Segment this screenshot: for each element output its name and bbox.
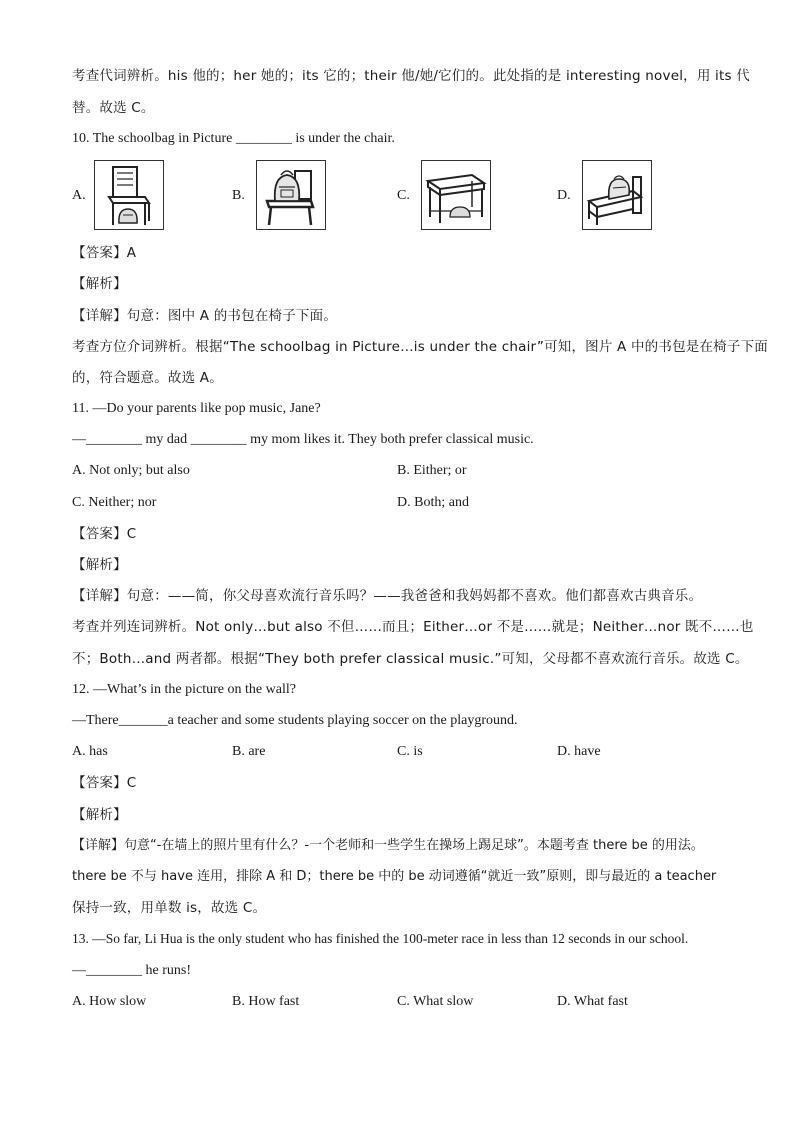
q11-option-a: A. Not only; but also [72, 463, 190, 478]
q10-picture-a [94, 160, 164, 230]
q11-option-b: B. Either; or [397, 463, 467, 478]
q10-picture-d [582, 160, 652, 230]
q12-detail: 【详解】句意“-在墙上的照片里有什么？-一个老师和一些学生在操场上踢足球”。本题考查 there be 的用法。 [72, 838, 704, 853]
q12-analysis-heading: 【解析】 [72, 807, 127, 823]
q10-explanation-line-1: 考查方位介词辨析。根据“The schoolbag in Picture…is under the chair”可知，图片 A 中的书包是在椅子下面 [72, 339, 768, 355]
q11-reply: —________ my dad ________ my mom likes it. They both prefer classical music. [72, 432, 534, 447]
q11-explanation-line-2: 不；Both…and 两者都。根据“They both prefer classical music.”可知，父母都不喜欢流行音乐。故选 C。 [72, 651, 749, 667]
chair-with-bag-under-icon [95, 161, 163, 229]
q11-explanation-line-1: 考查并列连词辨析。Not only…but also 不但……而且；Either…or 不是……就是；Neither…nor 既不……也 [72, 619, 754, 635]
chair-with-bag-on-seat-icon [257, 161, 325, 229]
q10-picture-b [256, 160, 326, 230]
q9-explanation-line-2: 替。故选 C。 [72, 100, 155, 116]
q13-reply: —________ he runs! [72, 963, 191, 978]
q9-explanation-line-1: 考查代词辨析。his 他的；her 她的；its 它的；their 他/她/它们的。此处指的是 interesting novel，用 its 代 [72, 68, 750, 84]
q12-answer: 【答案】C [72, 775, 137, 791]
q12-reply: —There_______a teacher and some students playing soccer on the playground. [72, 713, 518, 728]
q11-detail: 【详解】句意：——简，你父母喜欢流行音乐吗？——我爸爸和我妈妈都不喜欢。他们都喜欢古典音乐。 [72, 588, 703, 604]
q12-explanation-line-2: 保持一致，用单数 is，故选 C。 [72, 900, 267, 916]
q10-answer: 【答案】A [72, 245, 137, 261]
q10-picture-c [421, 160, 491, 230]
q10-detail: 【详解】句意：图中 A 的书包在椅子下面。 [72, 308, 338, 324]
q13-option-d: D. What fast [557, 994, 628, 1009]
q10-option-d-label: D. [557, 188, 571, 203]
q12-explanation-line-1: there be 不与 have 连用，排除 A 和 D；there be 中的 be 动词遵循“就近一致”原则，即与最近的 a teacher [72, 869, 717, 884]
bed-with-bag-on-top-icon [583, 161, 651, 229]
desk-with-bag-under-icon [422, 161, 490, 229]
q13-stem: 13. —So far, Li Hua is the only student who has finished the 100-meter race in less than 12 seconds in our school. [72, 931, 689, 946]
q11-answer: 【答案】C [72, 526, 137, 542]
q11-option-c: C. Neither; nor [72, 495, 157, 510]
q10-option-a-label: A. [72, 188, 86, 203]
q12-option-a: A. has [72, 744, 108, 759]
q12-stem: 12. —What’s in the picture on the wall? [72, 682, 296, 697]
q10-option-b-label: B. [232, 188, 245, 203]
q13-option-b: B. How fast [232, 994, 300, 1009]
q11-option-d: D. Both; and [397, 495, 469, 510]
q11-analysis-heading: 【解析】 [72, 557, 127, 573]
q10-stem: 10. The schoolbag in Picture ________ is under the chair. [72, 131, 395, 146]
q13-option-c: C. What slow [397, 994, 474, 1009]
q10-option-c-label: C. [397, 188, 410, 203]
q13-option-a: A. How slow [72, 994, 147, 1009]
q10-explanation-line-2: 的，符合题意。故选 A。 [72, 370, 223, 386]
q10-analysis-heading: 【解析】 [72, 276, 127, 292]
q12-option-c: C. is [397, 744, 423, 759]
q11-stem: 11. —Do your parents like pop music, Jane? [72, 401, 321, 416]
q12-option-b: B. are [232, 744, 266, 759]
q12-option-d: D. have [557, 744, 601, 759]
